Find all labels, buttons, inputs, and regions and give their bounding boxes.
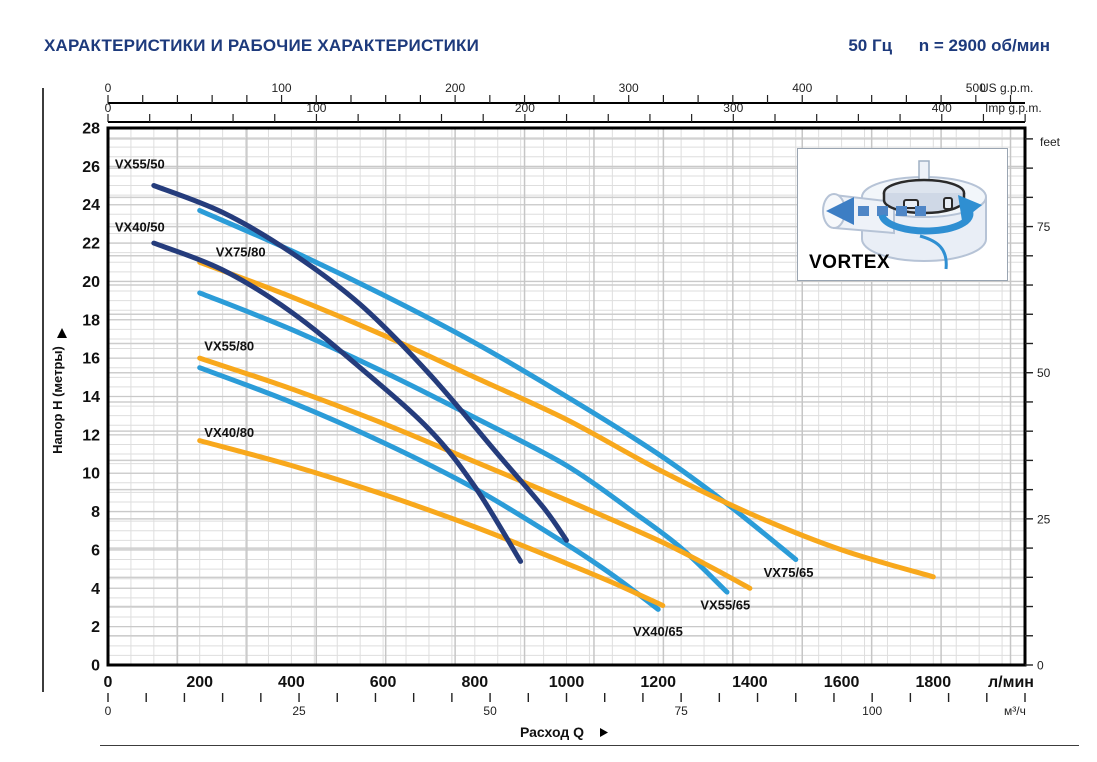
meters-tick-label: 14 [82, 389, 100, 406]
meters-tick-label: 8 [91, 504, 100, 522]
lmin-tick-label: 1000 [548, 674, 585, 691]
meters-tick-label: 26 [82, 158, 100, 176]
y-axis-arrow-icon [57, 328, 67, 338]
x-axis-arrow-icon [600, 728, 608, 737]
imp-gpm-tick-label: 100 [306, 101, 327, 115]
m3h-tick-label: 75 [674, 704, 688, 718]
lmin-tick-label: 1800 [915, 674, 952, 691]
imp-gpm-tick-label: 400 [931, 101, 952, 115]
meters-tick-label: 22 [82, 235, 100, 253]
feet-tick-label: 0 [1037, 658, 1044, 673]
us-gpm-unit-label: US g.p.m. [980, 81, 1034, 95]
lmin-tick-label: 0 [103, 674, 113, 691]
curve-label-VX55-80: VX55/80 [204, 338, 255, 354]
meters-tick-label: 28 [82, 120, 100, 138]
meters-tick-label: 10 [82, 465, 100, 483]
frequency-label: 50 Гц [848, 36, 893, 55]
m3h-unit-label: м³/ч [1004, 704, 1026, 718]
curve-label-VX75-65: VX75/65 [763, 564, 814, 580]
lmin-tick-label: 600 [369, 674, 397, 691]
imp-gpm-unit-label: Imp g.p.m. [985, 101, 1042, 115]
curve-label-VX40-65: VX40/65 [632, 624, 683, 640]
feet-tick-label: 25 [1037, 512, 1051, 527]
imp-gpm-tick-label: 300 [723, 101, 744, 115]
y-axis-title: Напор H (метры) [50, 346, 65, 454]
us-gpm-tick-label: 100 [271, 81, 292, 95]
meters-tick-label: 6 [91, 542, 100, 560]
page-title: ХАРАКТЕРИСТИКИ И РАБОЧИЕ ХАРАКТЕРИСТИКИ [44, 36, 479, 55]
imp-gpm-tick-label: 200 [514, 101, 535, 115]
us-gpm-tick-label: 400 [792, 81, 813, 95]
speed-label: n = 2900 об/мин [918, 36, 1050, 55]
lmin-tick-label: 200 [186, 674, 214, 691]
meters-tick-label: 4 [91, 580, 100, 598]
meters-tick-label: 20 [82, 273, 100, 291]
lmin-tick-label: 400 [278, 674, 305, 691]
curve-label-VX55-50: VX55/50 [114, 156, 165, 172]
curve-label-VX55-65: VX55/65 [700, 597, 751, 613]
lmin-unit-label: л/мин [988, 674, 1034, 691]
vortex-label: VORTEX [809, 252, 891, 273]
feet-tick-label: 50 [1037, 366, 1051, 381]
lmin-tick-label: 1400 [732, 674, 768, 691]
meters-tick-label: 12 [82, 427, 100, 445]
x-axis-title: Расход Q [519, 724, 585, 740]
curve-label-VX40-80: VX40/80 [204, 424, 255, 440]
us-gpm-tick-label: 0 [104, 81, 112, 95]
feet-unit-label: feet [1040, 135, 1061, 149]
us-gpm-tick-label: 300 [618, 81, 639, 95]
curve-label-VX40-50: VX40/50 [114, 219, 165, 235]
us-gpm-tick-label: 500 [965, 81, 986, 95]
meters-tick-label: 16 [82, 350, 100, 368]
m3h-tick-label: 50 [483, 704, 497, 718]
meters-tick-label: 24 [82, 197, 100, 215]
feet-tick-label: 75 [1037, 220, 1051, 235]
meters-tick-label: 2 [91, 619, 100, 637]
m3h-tick-label: 0 [104, 704, 112, 718]
meters-tick-label: 18 [82, 312, 100, 330]
lmin-tick-label: 800 [461, 674, 489, 691]
imp-gpm-tick-label: 0 [104, 101, 112, 115]
m3h-tick-label: 25 [292, 704, 306, 718]
curve-label-VX75-80: VX75/80 [215, 244, 266, 260]
m3h-tick-label: 100 [862, 704, 883, 718]
lmin-tick-label: 1200 [640, 674, 676, 691]
lmin-tick-label: 1600 [823, 674, 860, 691]
us-gpm-tick-label: 200 [445, 81, 466, 95]
meters-tick-label: 0 [91, 657, 100, 675]
vortex-inset-box [797, 148, 1008, 281]
